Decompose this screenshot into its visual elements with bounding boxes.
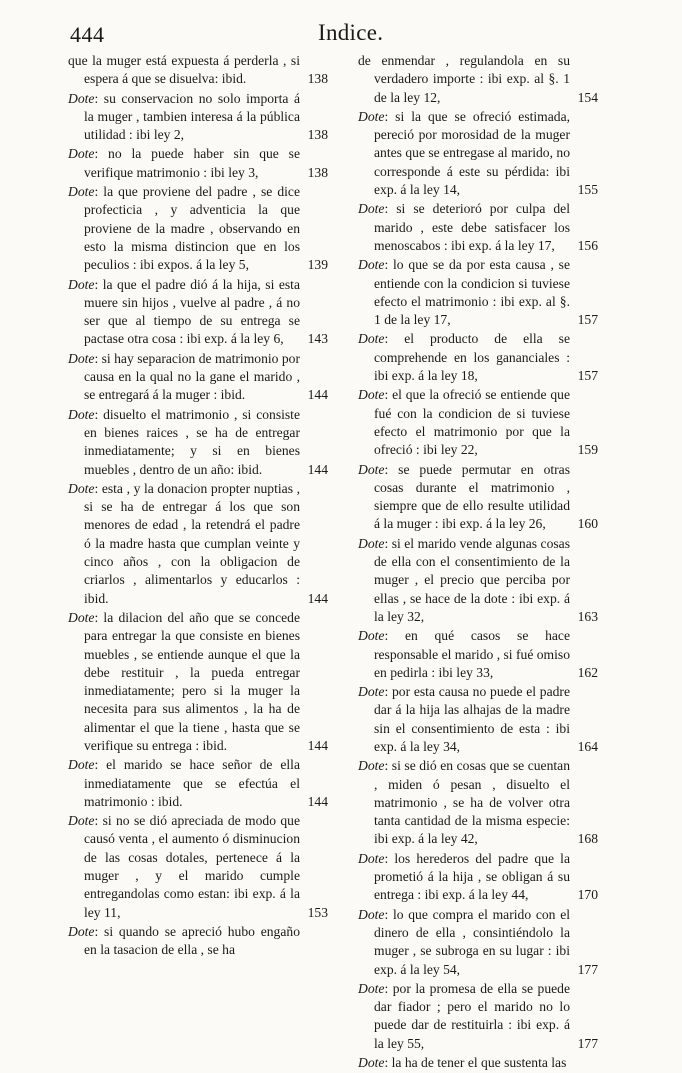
index-entry bbox=[358, 906, 598, 979]
index-entry bbox=[358, 535, 598, 626]
entry-text: : la que el padre dió á la hija, si esta muere sin hijos , vuelve al padre , á no ser que al tiempo de su entrega se pactase otra cosa : ibi exp. á la ley 6, bbox=[84, 276, 300, 347]
entry-heading: Dote bbox=[68, 350, 95, 366]
entry-text: : no la puede haber sin que se verifique matrimonio : ibi ley 3, bbox=[84, 146, 300, 180]
entry-text: : el producto de ella se comprehende en los gananciales : ibi exp. á la ley 18, bbox=[374, 331, 570, 384]
entry-page-reference: 157 bbox=[577, 312, 598, 328]
entry-page-reference: 162 bbox=[577, 664, 598, 680]
index-entry bbox=[358, 52, 598, 107]
index-entry bbox=[358, 330, 598, 385]
index-entry bbox=[68, 52, 328, 89]
index-entry bbox=[68, 90, 328, 145]
index-entry bbox=[68, 276, 328, 349]
entry-page-reference: 144 bbox=[307, 793, 328, 809]
entry-page-reference: 144 bbox=[307, 737, 328, 753]
entry-heading: Dote bbox=[68, 923, 95, 939]
entry-page-reference: 138 bbox=[307, 71, 328, 87]
index-entry bbox=[68, 145, 328, 182]
entry-page-reference: 138 bbox=[307, 164, 328, 180]
entry-page-reference: 143 bbox=[307, 331, 328, 347]
index-entry bbox=[358, 850, 598, 905]
entry-text: : por esta causa no puede el padre dar á la hija las alhajas de la madre sin el consentimiento de esta : ibi exp. á la ley 34, bbox=[374, 684, 570, 754]
entry-page-reference: 138 bbox=[307, 127, 328, 143]
index-entry bbox=[358, 1054, 598, 1072]
entry-text: : lo que compra el marido con el dinero de ella , consintiéndolo la muger , se subroga en su lugar : ibi exp. á la ley 54, bbox=[374, 906, 570, 977]
entry-text: : si no se dió apreciada de modo que causó venta , el aumento ó disminucion de las cosas dotales, pertenece á la muger , y el marido cumple entregandolas como estan: ibi exp. á la ley 11, bbox=[84, 813, 300, 920]
entry-text: : el que la ofreció se entiende que fué con la condicion de si tuviese efecto el matrimonio por que la ofreció : ibi ley 22, bbox=[374, 387, 570, 458]
entry-text: : el marido se hace señor de ella inmediatamente que se efectúa el matrimonio : ibid. bbox=[84, 757, 300, 809]
index-entry bbox=[358, 108, 598, 199]
index-column-right bbox=[358, 52, 598, 1073]
entry-text: : su conservacion no solo importa á la muger , tambien interesa á la pública utilidad : ibi ley 2, bbox=[84, 90, 300, 143]
entry-page-reference: 156 bbox=[577, 237, 598, 253]
index-column-left bbox=[68, 52, 328, 961]
index-entry bbox=[358, 461, 598, 534]
entry-heading: Dote bbox=[358, 906, 385, 922]
entry-heading: Dote bbox=[358, 257, 385, 273]
entry-text: : si se deterioró por culpa del marido , este debe satisfacer los menoscabos : ibi exp. á la ley 17, bbox=[374, 201, 570, 253]
entry-heading: Dote bbox=[358, 201, 385, 217]
entry-text: : si se dió en cosas que se cuentan , miden ó pesan , disuelto el matrimonio , se ha de volver otra tanta cantidad de la misma especie: ibi exp. á la ley 42, bbox=[374, 758, 570, 847]
entry-heading: Dote bbox=[358, 758, 385, 774]
index-entry bbox=[68, 812, 328, 922]
index-entry bbox=[358, 683, 598, 756]
entry-page-reference: 154 bbox=[577, 89, 598, 105]
entry-page-reference: 164 bbox=[577, 738, 598, 754]
index-entry bbox=[358, 256, 598, 329]
index-entry bbox=[358, 627, 598, 682]
entry-heading: Dote bbox=[358, 1055, 385, 1071]
entry-heading: Dote bbox=[68, 406, 95, 422]
entry-heading: Dote bbox=[358, 535, 385, 551]
index-entry bbox=[68, 923, 328, 960]
index-entry bbox=[358, 386, 598, 459]
index-entry bbox=[68, 480, 328, 608]
index-entry bbox=[68, 406, 328, 479]
entry-page-reference: 163 bbox=[577, 608, 598, 624]
entry-heading: Dote bbox=[358, 980, 385, 996]
entry-heading: Dote bbox=[358, 108, 385, 124]
entry-text: : lo que se da por esta causa , se entiende con la condicion si tuviese efecto el matrimonio : ibi exp. al §. 1 de la ley 17, bbox=[374, 257, 570, 328]
index-entry bbox=[68, 183, 328, 274]
entry-page-reference: 157 bbox=[577, 368, 598, 384]
entry-page-reference: 168 bbox=[577, 831, 598, 847]
entry-heading: Dote bbox=[358, 387, 385, 403]
entry-text: : la que proviene del padre , se dice profecticia , y adventicia la que proviene de la madre , observando en esto la misma distincion que en los peculios : ibi expos. á la ley 5, bbox=[84, 184, 300, 273]
entry-heading: Dote bbox=[68, 757, 95, 773]
entry-heading: Dote bbox=[68, 480, 95, 496]
entry-page-reference: 170 bbox=[577, 887, 598, 903]
entry-heading: Dote bbox=[358, 331, 385, 347]
entry-text: que la muger está expuesta á perderla , si espera á que se disuelva: ibid. bbox=[68, 53, 300, 87]
entry-heading: Dote bbox=[358, 628, 385, 644]
entry-heading: Dote bbox=[68, 276, 95, 292]
entry-page-reference: 177 bbox=[577, 1035, 598, 1051]
entry-page-reference: 155 bbox=[577, 182, 598, 198]
entry-heading: Dote bbox=[68, 90, 95, 106]
entry-heading: Dote bbox=[68, 813, 95, 829]
index-entry bbox=[68, 350, 328, 405]
entry-text: : los herederos del padre que la prometió á la hija , se obligan á su entrega : ibi exp. á la ley 44, bbox=[374, 850, 570, 903]
entry-text: : si hay separacion de matrimonio por causa en la qual no la gane el marido , se entregará á la muger : ibid. bbox=[84, 350, 300, 403]
entry-heading: Dote bbox=[68, 146, 95, 162]
running-title: Indice. bbox=[318, 20, 384, 45]
entry-heading: Dote bbox=[358, 461, 385, 477]
index-entry bbox=[68, 756, 328, 811]
entry-text: : por la promesa de ella se puede dar fiador ; pero el marido no lo puede dar de restituirla : ibi exp. á la ley 55, bbox=[374, 980, 570, 1051]
index-entry bbox=[358, 980, 598, 1053]
entry-heading: Dote bbox=[358, 684, 385, 700]
index-entry bbox=[358, 757, 598, 848]
index-entry bbox=[358, 200, 598, 255]
entry-text: de enmendar , regulandola en su verdadero importe : ibi exp. al §. 1 de la ley 12, bbox=[358, 53, 570, 105]
entry-text: : si el marido vende algunas cosas de ella con el consentimiento de la muger , el precio que perciba por ellas , se hace de la dote : ibi exp. á la ley 32, bbox=[374, 535, 570, 624]
entry-text: : disuelto el matrimonio , si consiste en bienes raices , se ha de entregar inmediatamente; y si en bienes muebles , dentro de un año: ibid. bbox=[84, 406, 300, 477]
entry-heading: Dote bbox=[68, 184, 95, 200]
entry-text: : si quando se apreció hubo engaño en la tasacion de ella , se ha bbox=[84, 923, 300, 958]
page-number: 444 bbox=[70, 22, 105, 47]
entry-heading: Dote bbox=[358, 850, 385, 866]
entry-page-reference: 159 bbox=[577, 442, 598, 458]
entry-page-reference: 177 bbox=[577, 961, 598, 977]
entry-page-reference: 160 bbox=[577, 516, 598, 532]
entry-text: : si la que se ofreció estimada, pereció por morosidad de la muger antes que se entregase al marido, no corresponde á este su pérdida: ibi exp. á la ley 14, bbox=[374, 108, 570, 198]
index-entry bbox=[68, 609, 328, 755]
entry-page-reference: 144 bbox=[307, 590, 328, 606]
entry-text: : esta , y la donacion propter nuptias , si se ha de entregar á los que son menores de edad , la retendrá el padre ó la madre hasta que cumplan veinte y cinco años , con la obligacion de criarlos , alimentarlos y educarlos : ibid. bbox=[84, 480, 300, 606]
entry-page-reference: 144 bbox=[307, 387, 328, 403]
entry-heading: Dote bbox=[68, 609, 95, 625]
entry-text: : se puede permutar en otras cosas durante el matrimonio , siempre que de ello resulte utilidad á la muger : ibi exp. á la ley 26, bbox=[374, 461, 570, 532]
entry-page-reference: 153 bbox=[307, 904, 328, 920]
entry-text: : en qué casos se hace responsable el marido , si fué omiso en pedirla : ibi ley 33, bbox=[374, 628, 570, 680]
entry-page-reference: 144 bbox=[307, 461, 328, 477]
entry-text: : la dilacion del año que se concede para entregar la que consiste en bienes muebles , se entiende aunque el que la debe restituir , la pueda entregar inmediatamente; pero si la muger la necesita para sus alimentos , la ha de alimentar el que la tiene , hasta que se verifique su entrega : ibid. bbox=[84, 609, 300, 753]
entry-page-reference: 139 bbox=[307, 257, 328, 273]
entry-text: : la ha de tener el que sustenta las bbox=[384, 1055, 567, 1071]
